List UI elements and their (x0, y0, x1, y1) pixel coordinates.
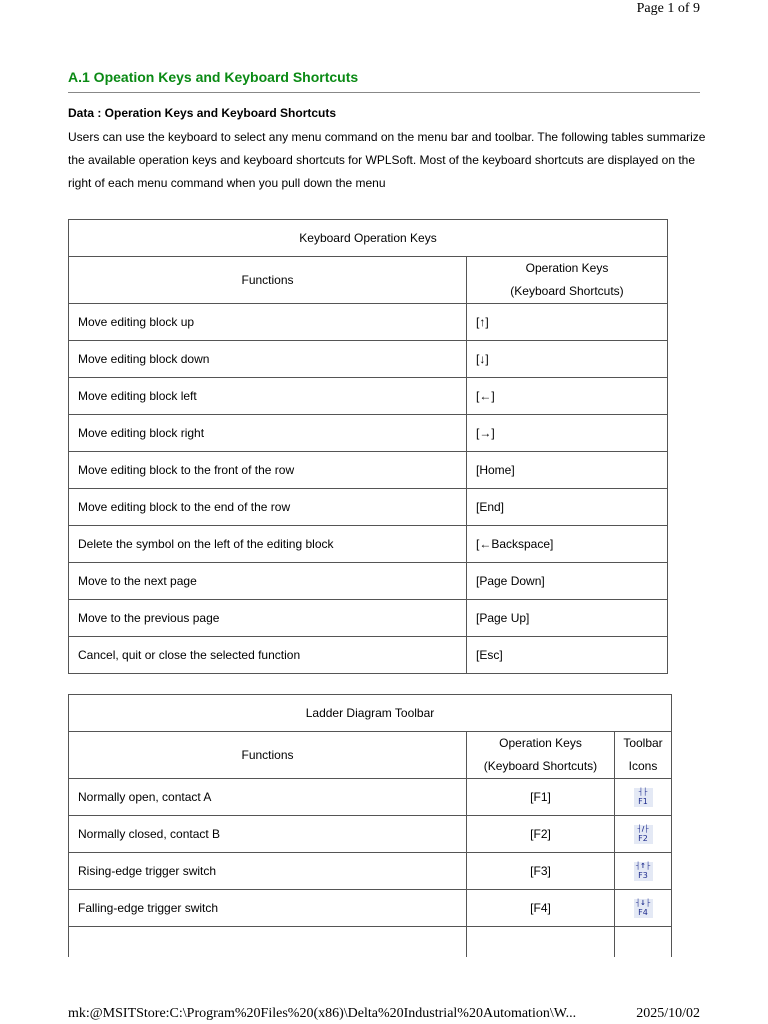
key-cell: [F1] (467, 779, 615, 816)
function-cell: Falling-edge trigger switch (69, 890, 467, 927)
table-row (69, 304, 668, 341)
key-cell: [Esc] (467, 637, 668, 674)
functions-header: Functions (69, 257, 467, 304)
table-row (69, 927, 672, 957)
function-cell: Move editing block up (69, 304, 467, 341)
table-row (69, 452, 668, 489)
icon-symbol: ┤/├ (637, 824, 649, 833)
footer-date: 2025/10/02 (636, 1006, 700, 1021)
key-cell: [End] (467, 489, 668, 526)
icon-label: F1 (638, 796, 648, 806)
function-cell: Move editing block right (69, 415, 467, 452)
operation-keys-header (467, 257, 668, 304)
operation-keys-header-line2: (Keyboard Shortcuts) (510, 284, 624, 298)
function-cell: Cancel, quit or close the selected function (69, 637, 467, 674)
icon-label: F3 (638, 870, 648, 880)
toolbar-icons-header (615, 732, 672, 779)
key-cell: [←] (467, 378, 668, 415)
key-cell (467, 927, 615, 957)
table-row (69, 378, 668, 415)
contact-a-icon[interactable] (634, 788, 653, 807)
operation-keys-header-line1: Operation Keys (525, 261, 609, 275)
table-row (69, 853, 672, 890)
icon-label: F4 (638, 907, 648, 917)
toolbar-icon-cell (615, 816, 672, 853)
operation-keys-header-line1: Operation Keys (499, 736, 582, 750)
key-cell: [F2] (467, 816, 615, 853)
contact-b-icon[interactable] (634, 825, 653, 844)
key-cell: [→] (467, 415, 668, 452)
function-cell: Move editing block to the end of the row (69, 489, 467, 526)
operation-keys-header (467, 732, 615, 779)
operation-keys-header-line2: (Keyboard Shortcuts) (483, 759, 598, 773)
key-cell: [F4] (467, 890, 615, 927)
icon-symbol: ┤↑├ (635, 861, 651, 870)
table-title: Keyboard Operation Keys (69, 220, 668, 257)
page-number: Page 1 of 9 (636, 1, 700, 16)
data-heading: Data : Operation Keys and Keyboard Shortcuts (68, 106, 337, 120)
icon-symbol: ┤├ (638, 787, 648, 796)
key-cell: [Home] (467, 452, 668, 489)
toolbar-icons-header-line1: Toolbar (623, 736, 663, 750)
icon-symbol: ┤↓├ (635, 898, 651, 907)
function-cell: Move to the previous page (69, 600, 467, 637)
table-row (69, 779, 672, 816)
table-row (69, 526, 668, 563)
toolbar-icon-cell (615, 779, 672, 816)
toolbar-icons-header-line2: Icons (628, 759, 658, 773)
function-cell: Move editing block to the front of the row (69, 452, 467, 489)
table-row (69, 890, 672, 927)
table-row (69, 415, 668, 452)
rising-edge-icon[interactable] (634, 862, 653, 881)
table-row (69, 489, 668, 526)
function-cell (69, 927, 467, 957)
key-cell: [Page Down] (467, 563, 668, 600)
key-cell: [↓] (467, 341, 668, 378)
function-cell: Move editing block left (69, 378, 467, 415)
function-cell: Normally closed, contact B (69, 816, 467, 853)
table-row (69, 816, 672, 853)
key-cell: [↑] (467, 304, 668, 341)
key-cell: [Page Up] (467, 600, 668, 637)
function-cell: Delete the symbol on the left of the editing block (69, 526, 467, 563)
section-title: A.1 Opeation Keys and Keyboard Shortcuts (68, 69, 700, 93)
function-cell: Rising-edge trigger switch (69, 853, 467, 890)
key-cell: [F3] (467, 853, 615, 890)
functions-header: Functions (69, 732, 467, 779)
falling-edge-icon[interactable] (634, 899, 653, 918)
function-cell: Normally open, contact A (69, 779, 467, 816)
footer-path: mk:@MSITStore:C:\Program%20Files%20(x86)\Delta%20Industrial%20Automation\W... (68, 1006, 577, 1021)
toolbar-icon-cell (615, 927, 672, 957)
table-title: Ladder Diagram Toolbar (69, 695, 672, 732)
table-row (69, 341, 668, 378)
icon-label: F2 (638, 833, 648, 843)
key-cell: [←Backspace] (467, 526, 668, 563)
function-cell: Move editing block down (69, 341, 467, 378)
keyboard-operation-keys-table (68, 219, 668, 674)
table-row (69, 563, 668, 600)
intro-paragraph: Users can use the keyboard to select any menu command on the menu bar and toolbar. The following tables summarize the available operation keys and keyboard shortcuts for WPLSoft. Most of the keyboard shortcuts are displayed on the right of each menu command when you pull down the menu (68, 130, 706, 190)
table-row (69, 637, 668, 674)
toolbar-icon-cell (615, 853, 672, 890)
toolbar-icon-cell (615, 890, 672, 927)
function-cell: Move to the next page (69, 563, 467, 600)
table-row (69, 600, 668, 637)
ladder-diagram-toolbar-table (68, 694, 672, 957)
